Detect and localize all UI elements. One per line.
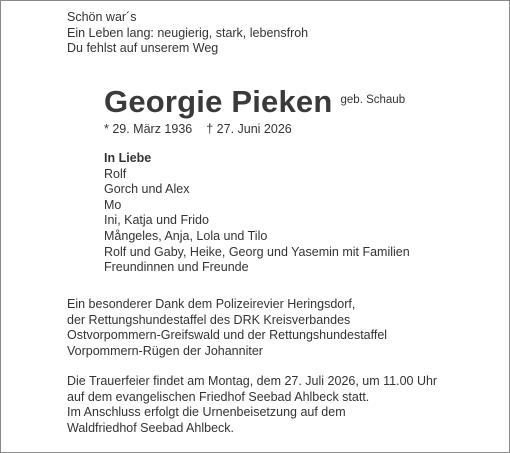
maiden-name: geb. Schaub — [340, 94, 406, 106]
thanks-line: Vorpommern-Rügen der Johanniter — [67, 343, 263, 358]
mourner-line: Mo — [104, 197, 122, 212]
mourner-line: Mångeles, Anja, Lola und Tilo — [104, 228, 268, 243]
service-block — [67, 374, 437, 436]
motto-line: Du fehlst auf unserem Weg — [67, 41, 219, 56]
birth-date: * 29. März 1936 — [104, 122, 193, 136]
mourner-line: Rolf — [104, 166, 127, 181]
service-line: Waldfriedhof Seebad Ahlbeck. — [67, 420, 235, 435]
life-dates — [104, 122, 292, 138]
thanks-line: der Rettungshundestaffel des DRK Kreisverbandes — [67, 312, 351, 327]
thanks-block — [67, 297, 387, 359]
thanks-line: Ostvorpommern-Greifswald und der Rettungshundestaffel — [67, 328, 388, 343]
thanks-line: Ein besonderer Dank dem Polizeirevier Heringsdorf, — [67, 297, 356, 311]
name-line — [104, 82, 405, 126]
service-line: Die Trauerfeier findet am Montag, dem 27. Juli 2026, um 11.00 Uhr — [67, 374, 438, 388]
motto-line: Ein Leben lang: neugierig, stark, lebensfroh — [67, 25, 309, 40]
mourners-block — [104, 151, 410, 276]
mourner-line: Ini, Katja und Frido — [104, 213, 209, 228]
service-line: Im Anschluss erfolgt die Urnenbeisetzung auf dem — [67, 405, 346, 420]
mourner-line: Rolf und Gaby, Heike, Georg und Yasemin mit Familien — [104, 244, 410, 259]
mourners-heading: In Liebe — [104, 151, 152, 165]
service-line: auf dem evangelischen Friedhof Seebad Ahlbeck statt. — [67, 389, 370, 404]
deceased-name: Georgie Pieken — [104, 84, 333, 119]
motto-block — [67, 10, 308, 57]
motto-line: Schön war´s — [67, 10, 137, 24]
death-date: † 27. Juni 2026 — [206, 122, 292, 136]
mourner-line: Gorch und Alex — [104, 182, 190, 197]
mourner-line: Freundinnen und Freunde — [104, 260, 249, 275]
